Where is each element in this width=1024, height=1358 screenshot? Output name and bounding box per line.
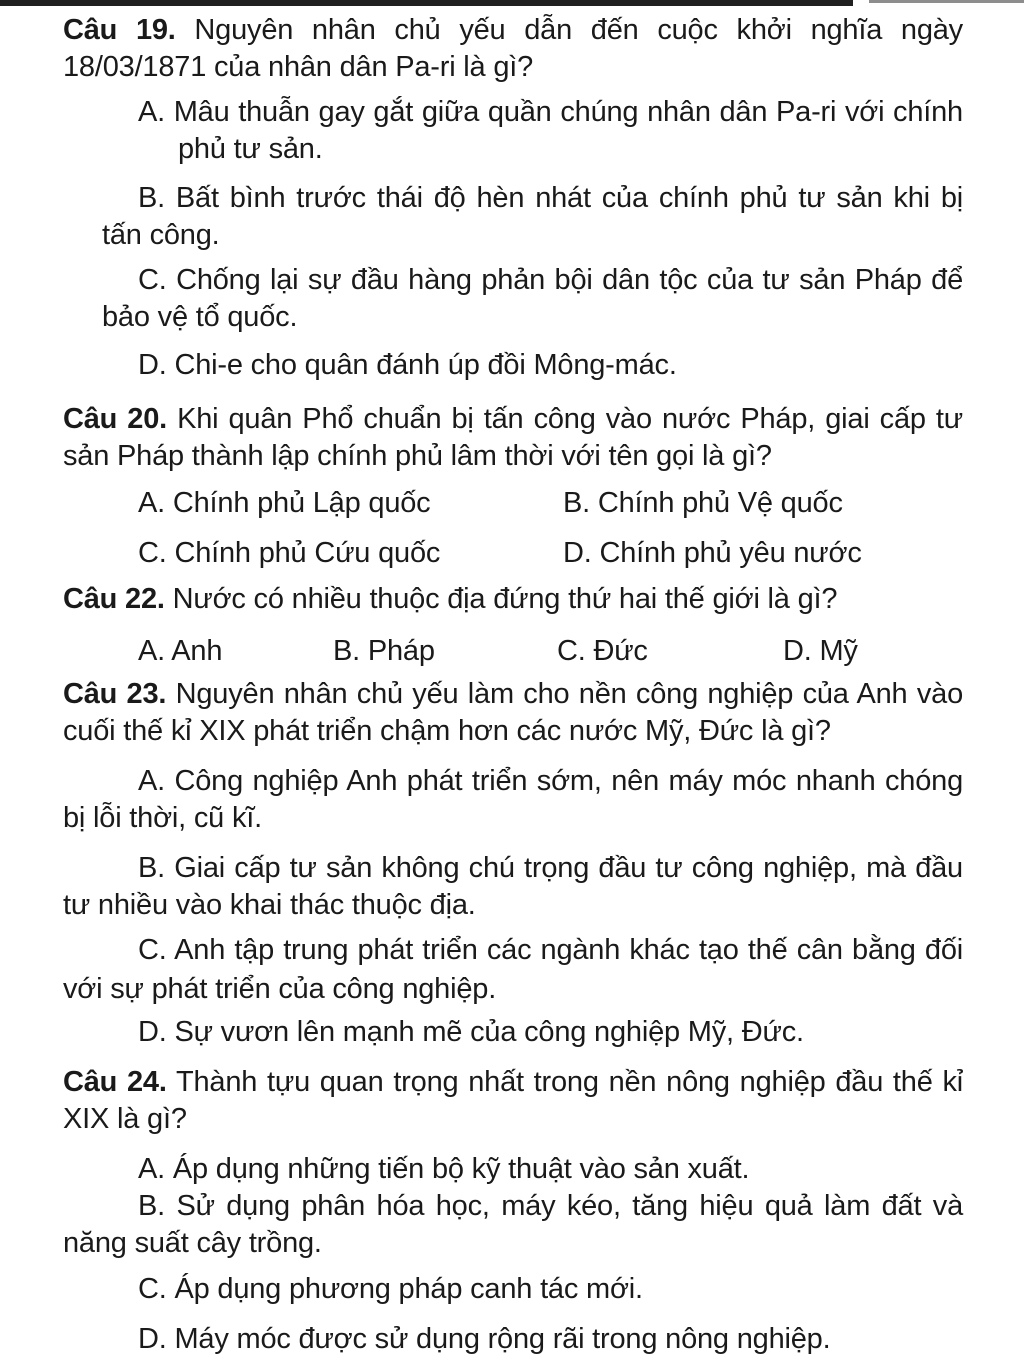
q20-options-row-1 <box>63 485 963 522</box>
q19-option-b-line-2: tấn công. <box>102 219 220 251</box>
q23-label: Câu 23. <box>63 678 167 710</box>
q23-question-line-2: cuối thế kỉ XIX phát triển chậm hơn các nước Mỹ, Đức là gì? <box>63 715 831 747</box>
q19-option-a-line-1: A. Mâu thuẫn gay gắt giữa quần chúng nhân dân Pa-ri với chính <box>138 96 963 128</box>
q22-question-text: Nước có nhiều thuộc địa đứng thứ hai thế giới là gì? <box>172 583 838 615</box>
q22-options-row <box>63 633 963 670</box>
q20-option-d: D. Chính phủ yêu nước <box>563 537 862 569</box>
q24-option-a: A. Áp dụng những tiến bộ kỹ thuật vào sản xuất. <box>138 1153 750 1185</box>
q24-option-b-line-1: B. Sử dụng phân hóa học, máy kéo, tăng hiệu quả làm đất và <box>138 1190 963 1222</box>
q24-option-c: C. Áp dụng phương pháp canh tác mới. <box>138 1273 643 1305</box>
q24-question-line-1 <box>63 1064 963 1101</box>
q20-option-a: A. Chính phủ Lập quốc <box>138 487 431 519</box>
q24-option-d: D. Máy móc được sử dụng rộng rãi trong nông nghiệp. <box>138 1323 831 1355</box>
q19-option-d: D. Chi-e cho quân đánh úp đồi Mông-mác. <box>138 349 677 381</box>
q22-option-d: D. Mỹ <box>783 635 858 667</box>
q19-option-b-line-1: B. Bất bình trước thái độ hèn nhát của chính phủ tư sản khi bị <box>138 182 963 214</box>
q22-option-a: A. Anh <box>138 635 223 667</box>
q19-option-a-line-2: phủ tư sản. <box>178 133 323 165</box>
q23-option-d: D. Sự vươn lên mạnh mẽ của công nghiệp Mỹ, Đức. <box>138 1016 804 1048</box>
q20-question-line-1 <box>63 401 963 438</box>
q24-label: Câu 24. <box>63 1066 167 1098</box>
q23-option-a-line-2: bị lỗi thời, cũ kĩ. <box>63 802 262 834</box>
q23-option-b-line-2: tư nhiều vào khai thác thuộc địa. <box>63 889 476 921</box>
q20-question-text: Khi quân Phổ chuẩn bị tấn công vào nước Pháp, giai cấp tư <box>177 403 963 435</box>
q24-option-b-line-2: năng suất cây trồng. <box>63 1227 322 1259</box>
q20-options-row-2 <box>63 535 963 572</box>
q20-option-b: B. Chính phủ Vệ quốc <box>563 487 843 519</box>
q19-question-line-1 <box>63 12 963 49</box>
q19-option-c-line-2: bảo vệ tổ quốc. <box>102 301 298 333</box>
q23-option-c-line-2: với sự phát triển của công nghiệp. <box>63 973 497 1005</box>
q23-option-b-line-1: B. Giai cấp tư sản không chú trọng đầu tư công nghiệp, mà đầu <box>138 852 963 884</box>
q22-question-line-1 <box>63 581 963 618</box>
q20-label: Câu 20. <box>63 403 167 435</box>
q23-question-text: Nguyên nhân chủ yếu làm cho nền công nghiệp của Anh vào <box>175 678 963 710</box>
worksheet-content <box>63 0 963 1358</box>
q20-option-c: C. Chính phủ Cứu quốc <box>138 537 441 569</box>
q23-question-line-1 <box>63 676 963 713</box>
q19-question-text: Nguyên nhân chủ yếu dẫn đến cuộc khởi nghĩa ngày <box>194 14 963 46</box>
q23-option-c-line-1: C. Anh tập trung phát triển các ngành khác tạo thế cân bằng đối <box>138 934 963 966</box>
q24-question-line-2: XIX là gì? <box>63 1103 187 1135</box>
q20-question-line-2: sản Pháp thành lập chính phủ lâm thời với tên gọi là gì? <box>63 440 772 472</box>
q19-label: Câu 19. <box>63 14 176 46</box>
q24-question-text: Thành tựu quan trọng nhất trong nền nông nghiệp đầu thế kỉ <box>175 1066 963 1098</box>
q19-option-c-line-1: C. Chống lại sự đầu hàng phản bội dân tộc của tư sản Pháp để <box>138 264 963 296</box>
q19-question-line-2: 18/03/1871 của nhân dân Pa-ri là gì? <box>63 51 534 83</box>
q22-label: Câu 22. <box>63 583 165 615</box>
q23-option-a-line-1: A. Công nghiệp Anh phát triển sớm, nên máy móc nhanh chóng <box>138 765 963 797</box>
q22-option-b: B. Pháp <box>333 635 435 667</box>
q22-option-c: C. Đức <box>557 635 648 667</box>
